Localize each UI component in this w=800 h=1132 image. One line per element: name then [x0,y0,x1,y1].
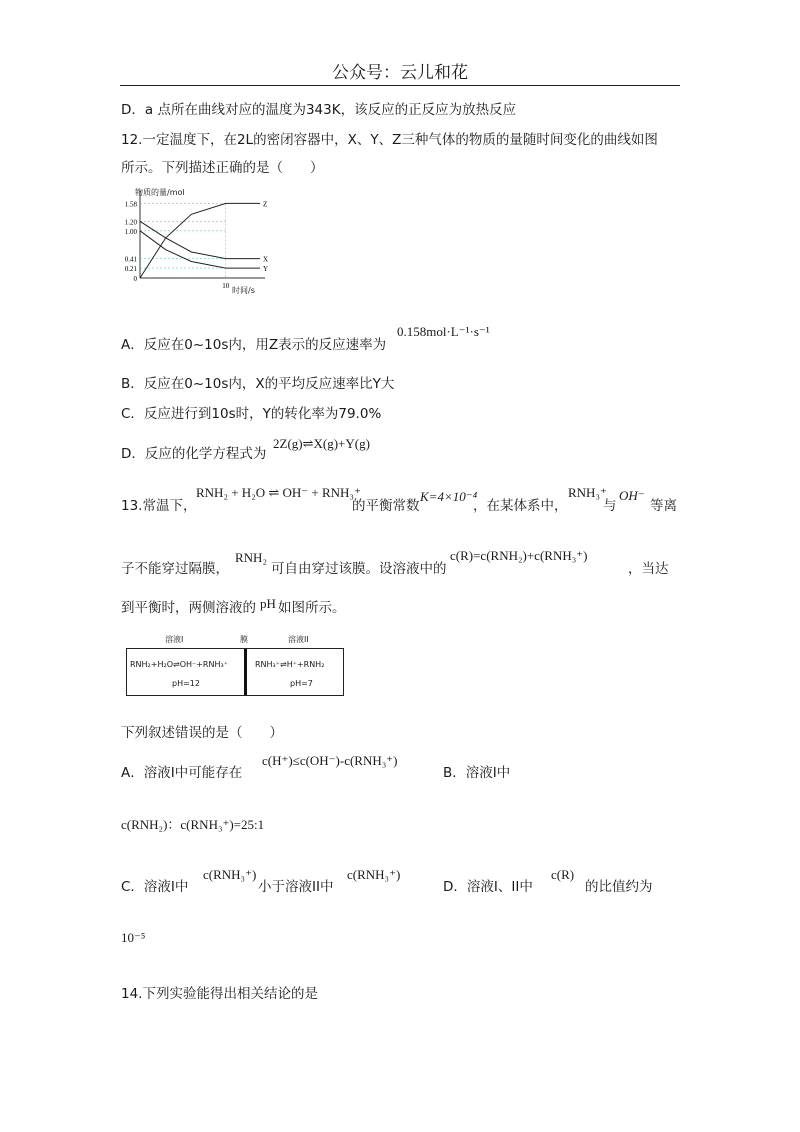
q13-option-b: B．溶液I中 [443,765,511,781]
q13-line2-b: 可自由穿过该膜。设溶液中的 [271,561,447,577]
q13-option-d-val: 10⁻⁵ [121,930,146,945]
q13-line1-e: 等离 [650,498,677,514]
q13-option-d-f: c(R) [551,867,575,882]
q13-eq2: c(R)=c(RNH₂)+c(RNH₃⁺) [450,548,588,563]
chart-y-tick-label: 1.00 [124,227,137,236]
q13-line3: 到平衡时，两侧溶液的 [121,600,256,616]
q13-option-d-b: 的比值约为 [585,879,653,895]
q13-K: K=4×10⁻⁴ [420,489,478,504]
q12-option-a: A．反应在0~10s内，用Z表示的反应速率为 [121,337,387,353]
chart-series-Z [140,203,260,278]
fig-left-ph: pH=12 [172,679,200,688]
chart-series [140,200,268,278]
chart-series-label: Z [263,200,268,209]
q11-option-d: D．a 点所在曲线对应的温度为343K，该反应的正反应为放热反应 [121,102,517,118]
fig-left-eq: RNH₂+H₂O⇌OH⁻+RNH₃⁺ [130,660,228,669]
q13-ph: pH [260,596,276,611]
q13-mol: RNH₂ [235,550,267,565]
q13-line1-b: 的平衡常数 [352,498,420,514]
q13-option-a-formula: c(H⁺)≤c(OH⁻)-c(RNH₃⁺) [262,753,398,768]
q13-option-b-formula: c(RNH₂)：c(RNH₃⁺)=25:1 [121,817,265,832]
q13-option-c-b: 小于溶液II中 [258,879,334,895]
q12-option-b: B．反应在0~10s内，X的平均反应速率比Y大 [121,376,395,392]
q14-stem: 14.下列实验能得出相关结论的是 [121,986,318,1002]
chart-y-tick-label: 1.20 [124,218,137,227]
q13-ion2: OH⁻ [619,488,645,503]
q13-line2-a: 子不能穿过隔膜， [121,561,229,577]
fig-right-title: 溶液II [288,635,309,644]
fig-membrane-label: 膜 [240,635,248,644]
chart-x-tick-label: 10 [222,282,230,290]
header-rule [120,85,680,86]
q13-line1-d: 与 [603,498,617,514]
chart-xlabel: 时间/s [232,286,255,295]
chart-y-tick-label: 0.21 [124,265,137,274]
chart-ylabel: 物质的量/mol [135,188,185,197]
fig-right-eq: RNH₃⁺⇌H⁺+RNH₂ [255,660,325,669]
chart-series-X [140,221,260,258]
q12-stem-line1: 12.一定温度下，在2L的密闭容器中，X、Y、Z三种气体的物质的量随时间变化的曲线如图 [121,132,658,148]
q12-option-a-formula: 0.158mol·L⁻¹·s⁻¹ [397,324,490,339]
fig-left-title: 溶液I [165,635,184,644]
chart-y-tick-label: 0 [133,275,137,283]
q13-ask: 下列叙述错误的是（ ） [121,725,283,741]
q13-option-c-f1: c(RNH₃⁺) [203,867,257,882]
fig-right-ph: pH=7 [290,679,313,688]
q13-ion1: RNH₃⁺ [568,485,607,500]
q13-line3-b: 如图所示。 [278,600,346,616]
q13-option-c-f2: c(RNH₃⁺) [347,867,401,882]
page-header: 公众号：云儿和花 [332,63,468,83]
chart-axes [124,191,268,290]
chart-series-label: Y [263,265,269,274]
q13-line1-a: 13.常温下， [121,498,197,514]
q13-line1-c: ，在某体系中， [473,498,568,514]
q12-option-c: C．反应进行到10s时，Y的转化率为79.0% [121,406,382,422]
chart-y-tick-label: 0.41 [124,255,137,264]
q13-option-a: A．溶液I中可能存在 [121,765,243,781]
q13-eq1: RNH₂ + H₂O ⇌ OH⁻ + RNH₃⁺ [196,485,361,500]
q12-stem-line2: 所示。下列描述正确的是（ ） [121,160,324,176]
q13-option-d-a: D．溶液I、II中 [443,879,533,895]
q13-line2-c: ，当达 [628,561,669,577]
q13-option-c-a: C．溶液I中 [121,879,189,895]
chart-y-tick-label: 1.58 [124,200,137,209]
chart-series-label: X [263,255,269,264]
q12-option-d-formula: 2Z(g)⇌X(g)+Y(g) [273,436,370,451]
membrane-bar [244,649,247,695]
q12-option-d: D．反应的化学方程式为 [121,446,267,462]
